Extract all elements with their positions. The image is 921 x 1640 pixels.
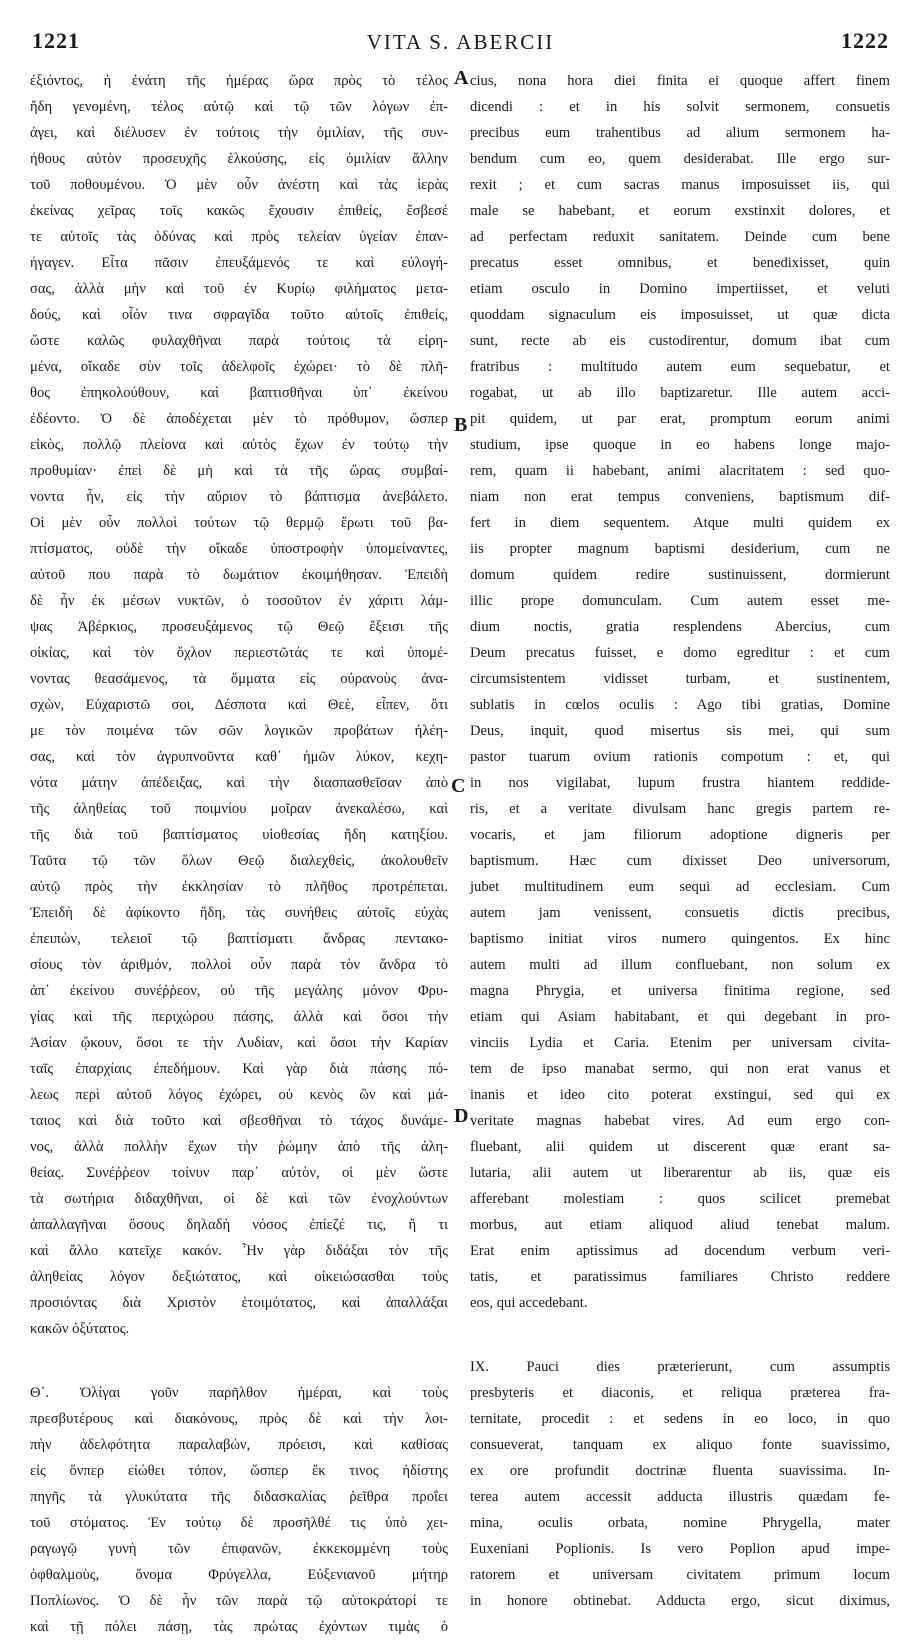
greek-section-nine-line: πηγῆς τὰ γλυκύτατα τῆς διδασκαλίας ῥεῖθρα προΐει: [30, 1489, 448, 1505]
margin-marker-d: D: [454, 1105, 469, 1127]
greek-text-line: καὶ ἄλλο κατεῖχε κακόν. Ἦν γὰρ διδάξαι τὸν τῆς: [30, 1243, 448, 1259]
greek-text-line: τῆς ἀληθείας τοῦ ποιμνίου μοῖραν ἀνεκαλέσω, καὶ: [30, 801, 448, 817]
latin-section-nine-line: ex ore profundit doctrinæ fluenta suavissima. In-: [470, 1463, 890, 1479]
greek-text-line: προθυμίαν· ἐπεὶ δὲ μὴ καὶ τὰ τῆς ὥρας συμβαί-: [30, 463, 448, 479]
latin-text-line: ris, et a veritate divulsam hanc gregis partem re-: [470, 801, 890, 817]
greek-text-line: θείας. Συνέῤῥεον τοίνυν παρ᾽ αὐτὸν, οἱ μὲν ὥστε: [30, 1165, 448, 1181]
latin-text-line: pastor tuarum ovium rationis compotum : et, qui: [470, 749, 890, 765]
greek-text-line: ήθους αὐτὸν προσευχῆς ἑλκούσης, εἰς ὁμιλίαν ἄλλην: [30, 151, 448, 167]
greek-text-line: πτίσματος, οὐδὲ τὴν οἴκαδε ὑποστροφὴν ὑπομείναντες,: [30, 541, 448, 557]
greek-text-line: ἐκείνας χεῖρας τοῖς κακῶς ἔχουσιν ἐπιθείς, ἔσβεσέ: [30, 203, 448, 219]
latin-text-line: fratribus : multitudo autem eum sequebatur, et: [470, 359, 890, 375]
greek-text-line: Ἐπειδὴ δὲ ἀφίκοντο ἤδη, τὰς συνήθεις αὐτοῖς εὐχὰς: [30, 905, 448, 921]
greek-text-line: ἐξιόντος, ἡ ἐνάτη τῆς ἡμέρας ὥρα πρὸς τὸ τέλος: [30, 73, 448, 89]
latin-text-line: baptismum. Hæc cum dixisset Deo universorum,: [470, 853, 890, 869]
latin-text-line: etiam osculo in Domino impertiisset, et veluti: [470, 281, 890, 297]
latin-text-line: tem de ipso manabat sermo, qui non erat vanus et: [470, 1061, 890, 1077]
latin-section-nine-line: Euxeniani Poplionis. Is vero Poplion apud impe-: [470, 1541, 890, 1557]
greek-text-line: ἀπαλλαγῆναι ὅσους δηλαδὴ νόσος ἐπίεζέ τις, ἤ τι: [30, 1217, 448, 1233]
greek-section-nine-line: πρεσβυτέρους καὶ διακόνους, πρὸς δὲ καὶ τὴν λοι-: [30, 1411, 448, 1427]
latin-text-line: cius, nona hora diei finita ei quoque affert finem: [470, 73, 890, 89]
latin-section-nine-line: ternitate, procedit : et sedens in eo loco, in quo: [470, 1411, 890, 1427]
greek-text-line: σίους τὸν ἀριθμόν, πολλοὶ οὖν παρὰ τὸν ἄνδρα τὸ: [30, 957, 448, 973]
latin-text-line: male se habebant, et eorum exstinxit dolores, et: [470, 203, 890, 219]
greek-text-line: δούς, καὶ οἷόν τινα σφραγῖδα τοῦτο αὐτοῖς ἐπιθείς,: [30, 307, 448, 323]
running-title: VITA S. ABERCII: [366, 30, 555, 54]
latin-text-line: fluebant, alii quidem ut discerent quæ erant sa-: [470, 1139, 890, 1155]
greek-text-line: ἐπειπὼν, τελειοῖ τῷ βαπτίσματι ἄνδρας πεντακο-: [30, 931, 448, 947]
latin-text-line: domum quidem redire sustinuissent, dormierunt: [470, 567, 890, 583]
latin-text-line: inanis et ideo cito poterat exstingui, sed qui ex: [470, 1087, 890, 1103]
greek-text-line: τῆς διὰ τοῦ βαπτίσματος υἱοθεσίας ἤδη κατηξίου.: [30, 827, 448, 843]
greek-text-line: εἰκὸς, πολλῷ πλείονα καὶ αὐτὸς ἔχων ἐν τούτῳ τὴν: [30, 437, 448, 453]
greek-text-line: τὰ σωτήρια διδαχθῆναι, οἱ δὲ καὶ τῶν ἐνοχλούντων: [30, 1191, 448, 1207]
latin-text-line: rem, quam ii habebant, animi alacritatem : sed quo-: [470, 463, 890, 479]
greek-text-line: νοντα ἦν, εἰς τὴν αὔριον τὸ βάπτισμα ἀνεβάλετο.: [30, 489, 448, 505]
greek-section-nine-line: πὴν ἀδελφότητα παραλαβών, πρόεισι, καὶ καθίσας: [30, 1437, 448, 1453]
greek-text-line: προσιόντας διὰ Χριστὸν ἑτοιμότατος, καὶ ἀπαλλάξαι: [30, 1295, 448, 1311]
latin-text-line: lutaria, alii autem ut liberarentur ab iis, quæ eis: [470, 1165, 890, 1181]
greek-section-nine-line: τοῦ στόματος. Ἐν τούτῳ δὲ προσῆλθέ τις ὑπὸ χει-: [30, 1515, 448, 1531]
latin-text-line: autem multi ad illum confluebant, non solum ex: [470, 957, 890, 973]
latin-text-line: veritate magnas habebat vires. Ad eum ergo con-: [470, 1113, 890, 1129]
greek-text-line: Οἱ μὲν οὖν πολλοὶ τούτων τῷ θερμῷ ἔρωτι τοῦ βα-: [30, 515, 448, 531]
greek-text-line: Ταῦτα τῷ τῶν ὅλων Θεῷ διαλεχθεὶς, ἀκολουθεῖν: [30, 853, 448, 869]
greek-text-line: νοντας θεασάμενος, τὰ ὄμματα εἰς οὐρανοὺς ἀνα-: [30, 671, 448, 687]
greek-text-line: τοῦ ποθουμένου. Ὁ μὲν οὖν ἀνέστη καὶ τὰς ἱερὰς: [30, 177, 448, 193]
greek-text-line: γίας καὶ τῆς περιχώρου πάσης, ἀλλὰ καὶ ὅσοι τὴν: [30, 1009, 448, 1025]
latin-text-line: fert in diem sequentem. Atque multi quidem ex: [470, 515, 890, 531]
latin-text-line: in nos vigilabat, lupum frustra hiantem reddide-: [470, 775, 890, 791]
greek-text-line: ψας Ἀβέρκιος, προσευξάμενος τῷ Θεῷ ἔξεισι τῆς: [30, 619, 448, 635]
greek-text-line: σας, καὶ τὸν ἀγρυπνοῦντα καθ᾽ ἡμῶν λύκον, κεχη-: [30, 749, 448, 765]
latin-column: [470, 68, 890, 1614]
latin-text-line: Erat enim aptissimus ad docendum verbum veri-: [470, 1243, 890, 1259]
greek-column: [30, 68, 448, 1640]
greek-text-line: θος ἐπηκολούθουν, καὶ βαπτισθῆναι ὑπ᾽ ἐκείνου: [30, 385, 448, 401]
latin-text-line: baptismo initiat viros numero quingentos. Ex hinc: [470, 931, 890, 947]
margin-marker-c: C: [451, 775, 466, 797]
latin-text-line: sublatis in cœlos oculis : Ago tibi gratias, Domine: [470, 697, 890, 713]
greek-text-line: ὥστε καλῶς φυλαχθῆναι παρὰ τούτοις τὰ εἰρη-: [30, 333, 448, 349]
latin-text-line: sunt, recte ab eis custodirentur, domum ibat cum: [470, 333, 890, 349]
greek-text-line: κακῶν ὀξύτατος.: [30, 1321, 130, 1337]
latin-text-line: vinciis Lydia et Caria. Etenim per universam civita-: [470, 1035, 890, 1051]
greek-text-line: αὐτοῦ που παρὰ τὸ δωμάτιον ἐκοιμήθησαν. Ἐπειδὴ: [30, 567, 448, 583]
greek-section-nine-line: καὶ τῇ πόλει πάσῃ, τὰς πρώτας ἐχόντων τιμὰς ὁ: [30, 1619, 448, 1635]
latin-text-line: magna Phrygia, et universa finitima regione, sed: [470, 983, 890, 999]
greek-text-line: σχὼν, Εὐχαριστῶ σοι, Δέσποτα καὶ Θεὲ, εἶπεν, ὅτι: [30, 697, 448, 713]
latin-text-line: afferebant molestiam : quos scilicet premebat: [470, 1191, 890, 1207]
greek-text-line: μένα, οἴκαδε σὺν τοῖς ἀδελφοῖς ἐχώρει· τὸ δὲ πλῆ-: [30, 359, 448, 375]
greek-text-line: ἀπ᾽ ἐκείνου συνέῤῥεον, οὐ τῆς μεγάλης μόνον Φρυ-: [30, 983, 448, 999]
latin-text-line: ad perfectam reduxit sanitatem. Deinde cum bene: [470, 229, 890, 245]
greek-text-line: τε αὐτοῖς τὰς ὀδύνας καὶ πρὸς τελείαν ὑγείαν ἐπαν-: [30, 229, 448, 245]
greek-section-nine-line: ραγωγῷ γυνὴ τῶν ἐπιφανῶν, ἐκκεκομμένη τοὺς: [30, 1541, 448, 1557]
greek-text-line: δὲ ἦν ἐκ μέσων νυκτῶν, ὁ τοσοῦτον ἐν χάριτι λάμ-: [30, 593, 448, 609]
latin-text-line: rogabat, ut ab illo baptizaretur. Ille autem acci-: [470, 385, 890, 401]
latin-text-line: morbus, aut etiam aliquod aliud tenebat malum.: [470, 1217, 890, 1233]
latin-text-line: illic prope domunculam. Cum autem esset me-: [470, 593, 890, 609]
latin-section-nine-line: consueverat, tanquam ex aliquo fonte suavissimo,: [470, 1437, 890, 1453]
latin-text-line: quoddam signaculum eis imposuisset, ut quæ dicta: [470, 307, 890, 323]
greek-text-line: αὐτῷ πρὸς τὴν ἐκκλησίαν τὸ πλῆθος προτρέπεται.: [30, 879, 448, 895]
greek-text-line: νος, ἀλλὰ πολλὴν ἔχων τὴν ῥώμην ἀπὸ τῆς ἀλη-: [30, 1139, 448, 1155]
latin-text-line: studium, ipse quoque in eo habens longe majo-: [470, 437, 890, 453]
latin-text-line: niam non erat tempus conveniens, baptismum dif-: [470, 489, 890, 505]
latin-section-nine-line: in honore obtinebat. Adducta ergo, sicut diximus,: [470, 1593, 890, 1609]
latin-text-line: bendum cum eo, quem desiderabat. Ille ergo sur-: [470, 151, 890, 167]
page-header: [32, 28, 889, 64]
latin-text-line: precibus eum trahentibus ad alium sermonem ha-: [470, 125, 890, 141]
latin-text-line: pit quidem, ut par erat, promptum eorum animi: [470, 411, 890, 427]
latin-text-line: precatus esset omnibus, et benedixisset, quin: [470, 255, 890, 271]
margin-marker-b: B: [454, 414, 468, 436]
latin-text-line: iis propter magnum baptismi desiderium, cum ne: [470, 541, 890, 557]
greek-text-line: ἐδέοντο. Ὁ δὲ ἀποδέχεται μὲν τὸ πρόθυμον, ὥσπερ: [30, 411, 448, 427]
latin-text-line: jubet multitudinem eum sequi ad ecclesiam. Cum: [470, 879, 890, 895]
latin-section-nine-line: presbyteris et diaconis, et reliqua præterea fra-: [470, 1385, 890, 1401]
greek-text-line: Ἀσίαν ᾤκουν, ὅσοι τε τὴν Λυδίαν, καὶ ὅσοι τὴν Καρίαν: [30, 1035, 448, 1051]
greek-section-gap: [30, 1342, 448, 1380]
greek-text-line: με τὸν ποιμένα τῶν σῶν λογικῶν προβάτων ἠλέη-: [30, 723, 448, 739]
latin-text-line: dicendi : et in his solvit sermonem, consuetis: [470, 99, 890, 115]
latin-section-nine-line: ratorem et universam civitatem primum locum: [470, 1567, 890, 1583]
greek-text-line: λεως περὶ αὐτοῦ λόγος ἐχώρει, οὐ κενὸς ὢν καὶ μά-: [30, 1087, 448, 1103]
latin-text-line: rexit ; et cum sacras manus imposuisset iis, qui: [470, 177, 890, 193]
latin-section-nine-line: IX. Pauci dies præterierunt, cum assumptis: [470, 1359, 890, 1375]
greek-text-line: ταῖς ἐπαρχίαις ἐπεδήμουν. Καὶ γὰρ διὰ πάσης πό-: [30, 1061, 448, 1077]
latin-text-line: etiam qui Asiam habitabant, et qui degebant in pro-: [470, 1009, 890, 1025]
greek-section-nine-line: εἰς ὅνπερ εἰώθει τόπον, ὥσπερ ἔκ τινος ἡδίστης: [30, 1463, 448, 1479]
page-number-left: 1221: [32, 28, 80, 53]
latin-text-line: circumsistentem vidisset turbam, et sustinentem,: [470, 671, 890, 687]
greek-section-nine-line: ὀφθαλμοὺς, ὄνομα Φρύγελλα, Εὐξενιανοῦ μήτηρ: [30, 1567, 448, 1583]
greek-text-line: νότα μάτην ἀπέδειξας, καὶ τὴν διασπασθεῖσαν ἀπὸ: [30, 775, 448, 791]
latin-section-gap: [470, 1316, 890, 1354]
greek-text-line: άγει, καὶ διέλυσεν ἐν τούτοις τὴν ὁμιλίαν, τῆς συν-: [30, 125, 448, 141]
latin-text-line: Deus, inquit, quod misertus sis mei, qui sum: [470, 723, 890, 739]
greek-text-line: ταιος καὶ διὰ τοῦτο καὶ σβεσθῆναι τὸ τάχος δυνάμε-: [30, 1113, 448, 1129]
latin-text-line: eos, qui accedebant.: [470, 1295, 588, 1311]
latin-text-line: vocaris, et jam filiorum adoptione digneris per: [470, 827, 890, 843]
latin-text-line: autem jam venissent, consuetis dictis precibus,: [470, 905, 890, 921]
greek-section-nine-line: Θ᾽. Ὀλίγαι γοῦν παρῆλθον ἡμέραι, καὶ τοὺς: [30, 1385, 448, 1401]
latin-text-line: Deum precatus fuisset, e domo egreditur : et cum: [470, 645, 890, 661]
greek-text-line: σας, ἀλλὰ μὴν καὶ τοῦ ἐν Κυρίῳ φιλήματος μετα-: [30, 281, 448, 297]
greek-text-line: οἰκίας, καὶ τὸν ὄχλον περιεστῶτάς τε καὶ ὑπομέ-: [30, 645, 448, 661]
latin-text-line: tatis, et paratissimus familiares Christo reddere: [470, 1269, 890, 1285]
page-number-right: 1222: [841, 28, 889, 53]
greek-section-nine-line: Ποπλίωνος. Ὁ δὲ ἦν τῶν παρὰ τῷ αὐτοκράτορί τε: [30, 1593, 448, 1609]
greek-text-line: ἤδη γενομένη, τέλος αὐτῷ καὶ τῷ τῶν λόγων ἐπ-: [30, 99, 448, 115]
latin-section-nine-line: mina, oculis orbata, nomine Phrygella, mater: [470, 1515, 890, 1531]
latin-text-line: dium noctis, gratia resplendens Abercius, cum: [470, 619, 890, 635]
greek-text-line: ἀληθείας λόγον δεξιώτατος, καὶ οἰκειώσασθαι τοὺς: [30, 1269, 448, 1285]
latin-section-nine-line: terea autem accessit adducta illustris quædam fe-: [470, 1489, 890, 1505]
greek-text-line: ήγαγεν. Εἶτα πᾶσιν ἐπευξάμενός τε καὶ εὐλογή-: [30, 255, 448, 271]
margin-marker-a: A: [454, 67, 469, 89]
